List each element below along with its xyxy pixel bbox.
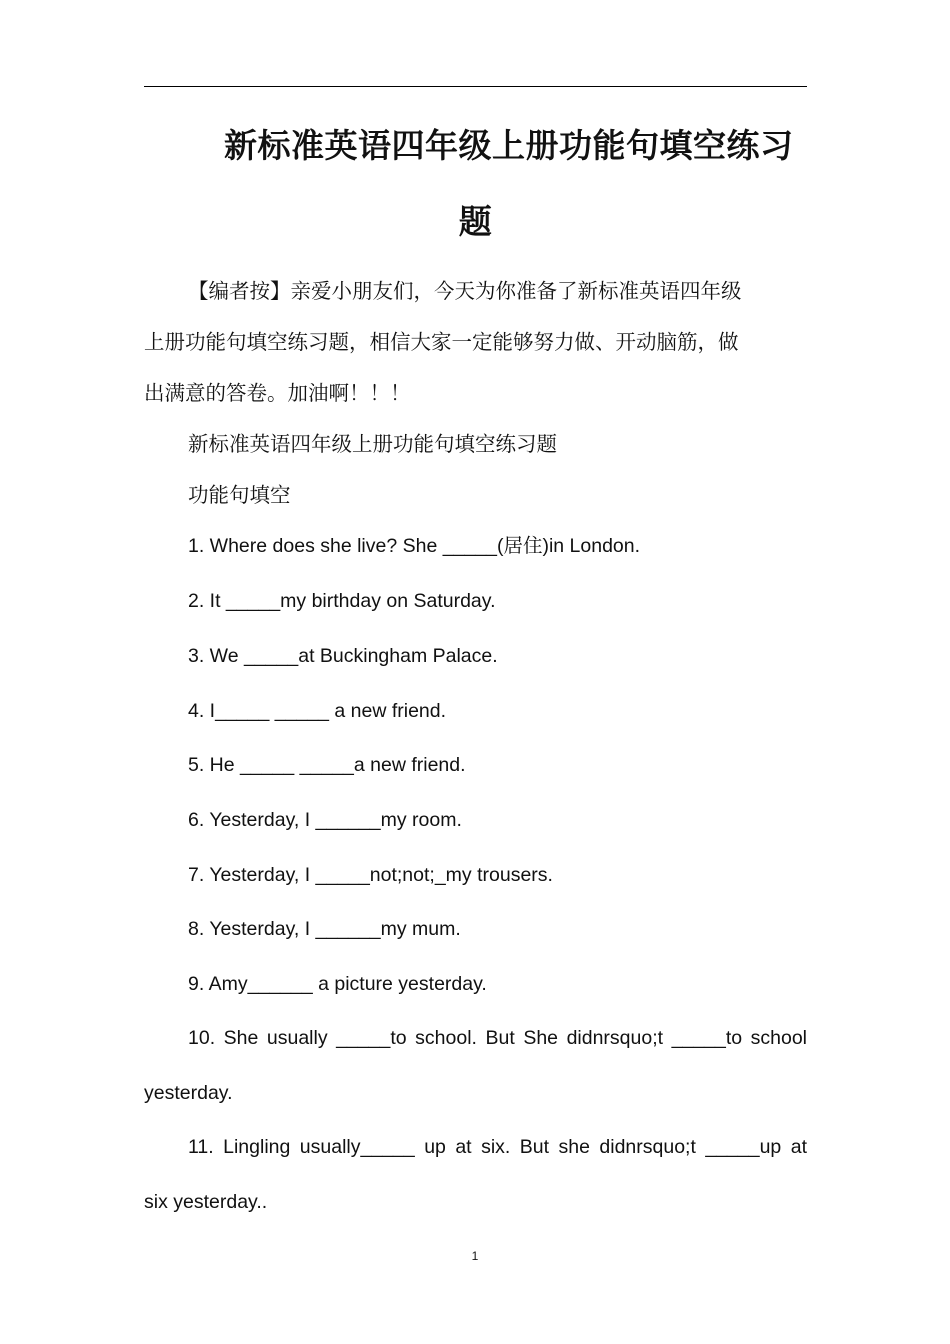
question-item: 4. I_____ _____ a new friend. [188, 700, 447, 722]
section-heading: 功能句填空 [188, 483, 291, 507]
subtitle: 新标准英语四年级上册功能句填空练习题 [188, 432, 557, 456]
question-item: 7. Yesterday, I _____not;not;_my trousers. [188, 864, 553, 886]
header-rule [144, 86, 807, 87]
question-item-continued: six yesterday.. [144, 1191, 268, 1213]
question-item: 3. We _____at Buckingham Palace. [188, 645, 498, 667]
question-item: 5. He _____ _____a new friend. [188, 754, 466, 776]
document-title-line-1: 新标准英语四年级上册功能句填空练习 [224, 126, 794, 165]
editor-note-line-3: 出满意的答卷。加油啊！！！ [144, 381, 411, 405]
editor-note-line-2: 上册功能句填空练习题，相信大家一定能够努力做、开动脑筋，做 [144, 330, 739, 354]
question-item: 8. Yesterday, I ______my mum. [188, 918, 461, 940]
document-title-line-2: 题 [458, 202, 493, 241]
question-item: 1. Where does she live? She _____(居住)in London. [188, 535, 641, 557]
page-number: 1 [471, 1249, 479, 1263]
question-item: 6. Yesterday, I ______my room. [188, 809, 462, 831]
question-item: 11. Lingling usually_____ up at six. But she didnrsquo;t _____up at [188, 1136, 807, 1158]
question-item-continued: yesterday. [144, 1082, 233, 1104]
editor-note-line-1: 【编者按】亲爱小朋友们，今天为你准备了新标准英语四年级 [188, 279, 742, 303]
question-item: 9. Amy______ a picture yesterday. [188, 973, 487, 995]
question-item: 10. She usually _____to school. But She didnrsquo;t _____to school [188, 1027, 807, 1049]
question-item: 2. It _____my birthday on Saturday. [188, 590, 496, 612]
